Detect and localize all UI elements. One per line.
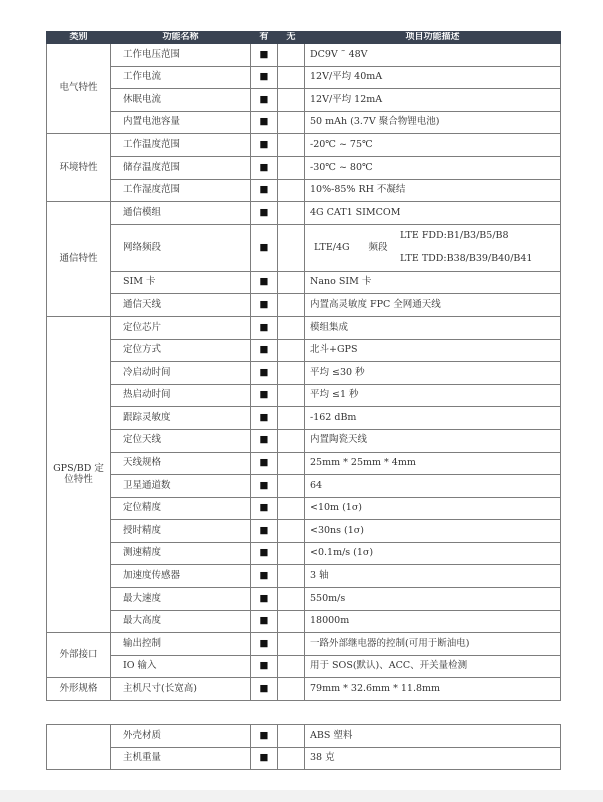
header-function: 功能名称 — [111, 32, 251, 44]
table-row — [47, 747, 561, 770]
no-mark-cell — [278, 497, 305, 520]
function-name-cell: 工作湿度范围 — [111, 179, 251, 202]
no-mark-cell — [278, 316, 305, 339]
has-mark-cell: ■ — [251, 725, 278, 748]
description-cell: 模组集成 — [305, 316, 561, 339]
has-mark-cell: ■ — [251, 316, 278, 339]
no-mark-cell — [278, 339, 305, 362]
spec-table-header — [47, 32, 561, 44]
table-row — [47, 588, 561, 611]
network-band-cell — [305, 224, 561, 271]
table-row — [47, 725, 561, 748]
has-mark-cell: ■ — [251, 542, 278, 565]
table-row — [47, 224, 561, 271]
function-name-cell: 授时精度 — [111, 520, 251, 543]
no-mark-cell — [278, 156, 305, 179]
table-row — [47, 475, 561, 498]
header-no: 无 — [278, 32, 305, 44]
no-mark-cell — [278, 134, 305, 157]
function-name-cell: 主机重量 — [111, 747, 251, 770]
has-mark-cell: ■ — [251, 452, 278, 475]
table-row — [47, 339, 561, 362]
has-mark-cell: ■ — [251, 134, 278, 157]
table-row — [47, 89, 561, 112]
no-mark-cell — [278, 588, 305, 611]
description-cell: -30℃ ~ 80℃ — [305, 156, 561, 179]
function-name-cell: 输出控制 — [111, 633, 251, 656]
has-mark-cell: ■ — [251, 520, 278, 543]
table-row — [47, 44, 561, 67]
function-name-cell: 定位天线 — [111, 429, 251, 452]
function-name-cell: 储存温度范围 — [111, 156, 251, 179]
category-cell — [47, 725, 111, 770]
table-row — [47, 316, 561, 339]
description-cell: 64 — [305, 475, 561, 498]
has-mark-cell: ■ — [251, 44, 278, 67]
has-mark-cell: ■ — [251, 294, 278, 317]
table-row — [47, 565, 561, 588]
table-row — [47, 66, 561, 89]
description-cell: 4G CAT1 SIMCOM — [305, 202, 561, 225]
no-mark-cell — [278, 610, 305, 633]
has-mark-cell: ■ — [251, 111, 278, 134]
spec-table — [46, 31, 561, 701]
no-mark-cell — [278, 429, 305, 452]
function-name-cell: 外壳材质 — [111, 725, 251, 748]
description-cell: 北斗+GPS — [305, 339, 561, 362]
header-yes: 有 — [251, 32, 278, 44]
description-cell: 平均 ≤1 秒 — [305, 384, 561, 407]
no-mark-cell — [278, 542, 305, 565]
function-name-cell: 天线规格 — [111, 452, 251, 475]
has-mark-cell: ■ — [251, 565, 278, 588]
function-name-cell: 通信模组 — [111, 202, 251, 225]
has-mark-cell: ■ — [251, 407, 278, 430]
no-mark-cell — [278, 633, 305, 656]
function-name-cell: 定位精度 — [111, 497, 251, 520]
description-cell: -162 dBm — [305, 407, 561, 430]
no-mark-cell — [278, 362, 305, 385]
no-mark-cell — [278, 407, 305, 430]
description-cell: 25mm * 25mm * 4mm — [305, 452, 561, 475]
table-row — [47, 497, 561, 520]
has-mark-cell: ■ — [251, 224, 278, 271]
table-row — [47, 134, 561, 157]
function-name-cell: 冷启动时间 — [111, 362, 251, 385]
table-row — [47, 542, 561, 565]
has-mark-cell: ■ — [251, 179, 278, 202]
has-mark-cell: ■ — [251, 610, 278, 633]
function-name-cell: 加速度传感器 — [111, 565, 251, 588]
category-cell: 外部接口 — [47, 633, 111, 678]
has-mark-cell: ■ — [251, 202, 278, 225]
description-cell: -20℃ ~ 75℃ — [305, 134, 561, 157]
has-mark-cell: ■ — [251, 339, 278, 362]
no-mark-cell — [278, 475, 305, 498]
description-cell: <0.1m/s (1σ) — [305, 542, 561, 565]
description-cell: 10%-85% RH 不凝结 — [305, 179, 561, 202]
has-mark-cell: ■ — [251, 588, 278, 611]
no-mark-cell — [278, 725, 305, 748]
no-mark-cell — [278, 655, 305, 678]
function-name-cell: 通信天线 — [111, 294, 251, 317]
table-row — [47, 362, 561, 385]
no-mark-cell — [278, 294, 305, 317]
description-cell: 12V/平均 40mA — [305, 66, 561, 89]
has-mark-cell: ■ — [251, 384, 278, 407]
no-mark-cell — [278, 678, 305, 701]
function-name-cell: 跟踪灵敏度 — [111, 407, 251, 430]
has-mark-cell: ■ — [251, 66, 278, 89]
table-row — [47, 179, 561, 202]
has-mark-cell: ■ — [251, 89, 278, 112]
description-cell: 38 克 — [305, 747, 561, 770]
band-label: 频段 — [368, 241, 388, 253]
header-category: 类别 — [47, 32, 111, 44]
description-cell: 50 mAh (3.7V 聚合物锂电池) — [305, 111, 561, 134]
no-mark-cell — [278, 202, 305, 225]
table-row — [47, 294, 561, 317]
has-mark-cell: ■ — [251, 429, 278, 452]
description-cell: 79mm * 32.6mm * 11.8mm — [305, 678, 561, 701]
function-name-cell: 卫星通道数 — [111, 475, 251, 498]
no-mark-cell — [278, 224, 305, 271]
no-mark-cell — [278, 89, 305, 112]
description-cell: <30ns (1σ) — [305, 520, 561, 543]
table-row — [47, 452, 561, 475]
band-fdd: LTE FDD:B1/B3/B5/B8 — [400, 230, 509, 242]
no-mark-cell — [278, 179, 305, 202]
no-mark-cell — [278, 747, 305, 770]
category-cell: 电气特性 — [47, 44, 111, 134]
no-mark-cell — [278, 565, 305, 588]
function-name-cell: 最大高度 — [111, 610, 251, 633]
has-mark-cell: ■ — [251, 475, 278, 498]
category-cell: 通信特性 — [47, 202, 111, 317]
no-mark-cell — [278, 384, 305, 407]
function-name-cell: 定位方式 — [111, 339, 251, 362]
function-name-cell: 休眠电流 — [111, 89, 251, 112]
has-mark-cell: ■ — [251, 747, 278, 770]
function-name-cell: 热启动时间 — [111, 384, 251, 407]
has-mark-cell: ■ — [251, 633, 278, 656]
function-name-cell: 网络频段 — [111, 224, 251, 271]
category-cell: 外形规格 — [47, 678, 111, 701]
no-mark-cell — [278, 520, 305, 543]
no-mark-cell — [278, 452, 305, 475]
no-mark-cell — [278, 44, 305, 67]
table-row — [47, 610, 561, 633]
description-cell: ABS 塑料 — [305, 725, 561, 748]
has-mark-cell: ■ — [251, 497, 278, 520]
header-description: 项目功能描述 — [305, 32, 561, 44]
category-cell: GPS/BD 定位特性 — [47, 316, 111, 632]
description-cell: DC9V ˜ 48V — [305, 44, 561, 67]
table-row — [47, 202, 561, 225]
table-row — [47, 678, 561, 701]
has-mark-cell: ■ — [251, 156, 278, 179]
description-cell: 3 轴 — [305, 565, 561, 588]
description-cell: 550m/s — [305, 588, 561, 611]
page-bottom-edge — [0, 790, 603, 802]
table-row — [47, 655, 561, 678]
category-cell: 环境特性 — [47, 134, 111, 202]
table-row — [47, 520, 561, 543]
function-name-cell: 定位芯片 — [111, 316, 251, 339]
no-mark-cell — [278, 66, 305, 89]
table-row — [47, 407, 561, 430]
spec-table-continued — [46, 724, 561, 770]
no-mark-cell — [278, 111, 305, 134]
function-name-cell: 工作电流 — [111, 66, 251, 89]
description-cell: 12V/平均 12mA — [305, 89, 561, 112]
band-type: LTE/4G — [314, 241, 350, 253]
table-row — [47, 156, 561, 179]
no-mark-cell — [278, 271, 305, 294]
table-row — [47, 384, 561, 407]
function-name-cell: IO 输入 — [111, 655, 251, 678]
table-row — [47, 429, 561, 452]
function-name-cell: SIM 卡 — [111, 271, 251, 294]
function-name-cell: 最大速度 — [111, 588, 251, 611]
function-name-cell: 测速精度 — [111, 542, 251, 565]
has-mark-cell: ■ — [251, 678, 278, 701]
function-name-cell: 工作电压范围 — [111, 44, 251, 67]
table-row — [47, 111, 561, 134]
description-cell: 内置陶瓷天线 — [305, 429, 561, 452]
description-cell: Nano SIM 卡 — [305, 271, 561, 294]
band-tdd: LTE TDD:B38/B39/B40/B41 — [400, 253, 533, 265]
band-subtable — [310, 225, 560, 271]
description-cell: 一路外部继电器的控制(可用于断油电) — [305, 633, 561, 656]
description-cell: <10m (1σ) — [305, 497, 561, 520]
function-name-cell: 内置电池容量 — [111, 111, 251, 134]
has-mark-cell: ■ — [251, 271, 278, 294]
description-cell: 18000m — [305, 610, 561, 633]
table-row — [47, 633, 561, 656]
has-mark-cell: ■ — [251, 362, 278, 385]
has-mark-cell: ■ — [251, 655, 278, 678]
description-cell: 内置高灵敏度 FPC 全网通天线 — [305, 294, 561, 317]
function-name-cell: 主机尺寸(长宽高) — [111, 678, 251, 701]
table-row — [47, 271, 561, 294]
function-name-cell: 工作温度范围 — [111, 134, 251, 157]
description-cell: 用于 SOS(默认)、ACC、开关量检测 — [305, 655, 561, 678]
description-cell: 平均 ≤30 秒 — [305, 362, 561, 385]
